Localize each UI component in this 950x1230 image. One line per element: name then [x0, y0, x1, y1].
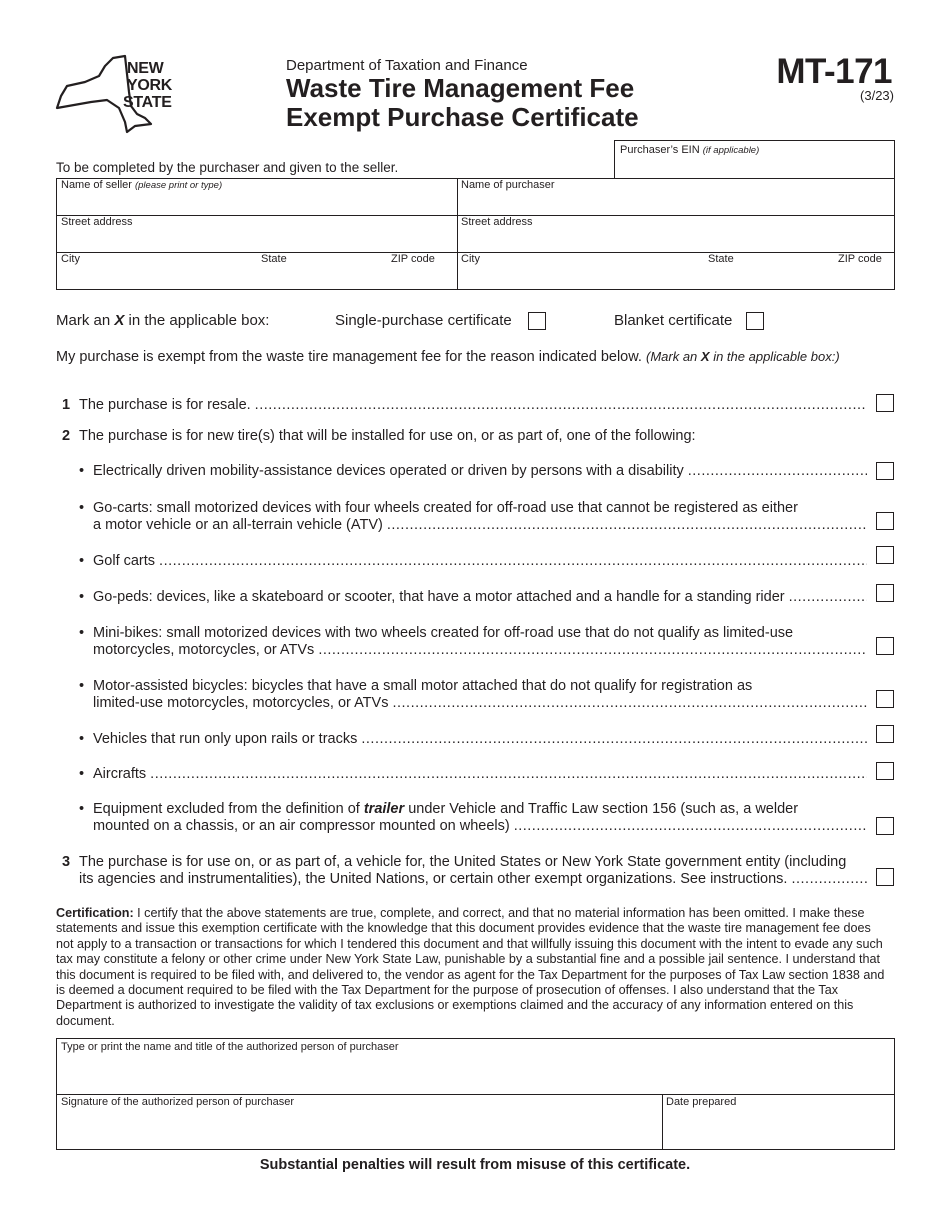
bullet-rail-vehicles-text: Vehicles that run only upon rails or tracks — [93, 731, 358, 747]
nys-logo — [55, 52, 185, 134]
bullet-go-carts: • Go-carts: small motorized devices with four wheels created for off-road use that cannot be registered as either a motor vehicle or an all-terrain vehicle (ATV) ..... — [93, 500, 867, 534]
purchaser-city-state-zip-field[interactable] — [457, 252, 895, 290]
item-2-number: 2 — [62, 428, 71, 444]
form-title-line-1: Waste Tire Management Fee — [286, 73, 635, 103]
bullet-equipment-line-2: mounted on a chassis, or an air compressor mounted on wheels) — [93, 818, 510, 834]
purchaser-zip-label: ZIP code — [838, 253, 882, 265]
authorized-signature-label: Signature of the authorized person of purchaser — [61, 1096, 294, 1108]
motor-assisted-bicycles-checkbox[interactable] — [876, 690, 894, 708]
purchaser-ein-label — [620, 144, 759, 156]
purchaser-state-label: State — [708, 253, 734, 265]
bullet-aircrafts-text: Aircrafts — [93, 766, 147, 782]
penalty-warning: Substantial penalties will result from misuse of this certificate. — [259, 1157, 691, 1173]
cert-type-prompt-x: X — [114, 312, 125, 329]
bullet-golf-carts-text: Golf carts — [93, 553, 156, 569]
item-3-line-1: The purchase is for use on, or as part of, a vehicle for, the United States or New York State government entity (including — [79, 854, 847, 870]
seller-state-label: State — [261, 253, 287, 265]
exempt-intro — [56, 348, 886, 366]
logo-line-2: YORK — [127, 77, 173, 94]
aircrafts-checkbox[interactable] — [876, 762, 894, 780]
exempt-intro-text: My purchase is exempt from the waste tire management fee for the reason indicated below. — [56, 349, 642, 365]
bullet-bicycles-line-2: limited-use motorcycles, motorcycles, or ATVs — [93, 695, 389, 711]
seller-city-state-zip-field[interactable] — [56, 252, 457, 290]
exempt-intro-note — [646, 349, 840, 364]
bullet-mobility-devices: • Electrically driven mobility-assistance devices operated or driven by persons with a disability ..... — [93, 463, 867, 480]
form-title-line-2: Exempt Purchase Certificate — [286, 102, 639, 132]
authorized-name-title-label: Type or print the name and title of the authorized person of purchaser — [61, 1041, 399, 1053]
purchaser-city-label: City — [461, 253, 480, 265]
bullet-rail-vehicles: • Vehicles that run only upon rails or tracks ..... — [93, 731, 867, 748]
purchaser-name-field[interactable] — [457, 178, 895, 215]
bullet-mini-bikes: • Mini-bikes: small motorized devices with two wheels created for off-road use that do not qualify as limited-use motorcycles, motorcycles, or ATVs ..... — [93, 625, 867, 659]
bullet-mobility-text: Electrically driven mobility-assistance devices operated or driven by persons with a disability — [93, 463, 684, 479]
bullet-go-carts-line-2: a motor vehicle or an all-terrain vehicle (ATV) — [93, 517, 383, 533]
intro-text: To be completed by the purchaser and given to the seller. — [56, 160, 399, 175]
mobility-devices-checkbox[interactable] — [876, 462, 894, 480]
purchaser-street-field[interactable] — [457, 215, 895, 252]
bullet-go-carts-line-1: Go-carts: small motorized devices with four wheels created for off-road use that cannot be registered as either — [93, 500, 798, 516]
seller-street-field[interactable] — [56, 215, 457, 252]
seller-street-label: Street address — [61, 216, 133, 228]
ein-label-text: Purchaser’s EIN — [620, 144, 700, 156]
bullet-equipment-line-1 — [93, 801, 867, 818]
go-carts-checkbox[interactable] — [876, 512, 894, 530]
bullet-excluded-equipment: • Equipment excluded from the definition of trailer under Vehicle and Traffic Law section 156 (such as, a welder mounted on a chassis, or an air compressor mounted on wheels) ..... — [93, 801, 867, 835]
item-1-text: The purchase is for resale. — [79, 397, 251, 413]
ein-label-note: (if applicable) — [702, 145, 760, 156]
bullet-bicycles-line-1: Motor-assisted bicycles: bicycles that have a small motor attached that do not qualify for registration as — [93, 678, 753, 694]
department-name: Department of Taxation and Finance — [286, 57, 528, 74]
item-3-number: 3 — [62, 854, 71, 870]
seller-name-label-note: (please print or type) — [134, 180, 223, 191]
bullet-go-peds: • Go-peds: devices, like a skateboard or scooter, that have a motor attached and a handle for a standing rider ..... — [93, 589, 867, 606]
rail-vehicles-checkbox[interactable] — [876, 725, 894, 743]
authorized-name-title-field[interactable] — [56, 1038, 895, 1094]
date-prepared-field[interactable] — [662, 1094, 895, 1150]
single-purchase-label: Single-purchase certificate — [335, 312, 512, 329]
date-prepared-label: Date prepared — [666, 1096, 737, 1108]
bullet-equipment-post: under Vehicle and Traffic Law section 156 (such as, a welder — [408, 801, 799, 817]
bullet-aircrafts: • Aircrafts ..... — [93, 766, 867, 783]
exempt-intro-note-pre: (Mark an — [645, 349, 698, 364]
authorized-signature-field[interactable] — [56, 1094, 662, 1150]
exempt-intro-note-post: in the applicable box:) — [713, 349, 840, 364]
bullet-mini-bikes-line-2: motorcycles, motorcycles, or ATVs — [93, 642, 315, 658]
excluded-equipment-checkbox[interactable] — [876, 817, 894, 835]
purchaser-street-label: Street address — [461, 216, 533, 228]
bullet-equipment-trailer: trailer — [363, 801, 405, 817]
form-number: MT-171 — [776, 52, 892, 91]
cert-type-prompt-post: in the applicable box: — [128, 312, 270, 329]
item-1-checkbox[interactable] — [876, 394, 894, 412]
certification-text: I certify that the above statements are true, complete, and correct, and that no material information has been omitted. I make these statements and issue this exemption certificate with the knowledge that this document provides evidence that the waste tire management fee does not apply to a transaction or transactions for which I tendered this document and that willfully issuing this document with the intent to evade any such tax may constitute a felony or other crime under New York State Law, punishable by a substantial fine and a possible jail sentence. I understand that this document is required to be filed with, and delivered to, the vendor as agent for the Tax Department for the purposes of Tax Law section 1838 and is deemed a document required to be filed with the Tax Department for the purpose of prosecution of offenses. I also understand that the Tax Department is authorized to investigate the validity of tax exclusions or exemptions claimed and the accuracy of any information entered on this document. — [56, 906, 885, 1028]
logo-text — [121, 60, 172, 111]
purchaser-ein-field[interactable] — [614, 140, 895, 178]
item-2: The purchase is for new tire(s) that will be installed for use on, or as part of, one of the following: — [79, 428, 696, 444]
seller-name-label-text: Name of seller — [61, 179, 132, 191]
go-peds-checkbox[interactable] — [876, 584, 894, 602]
cert-type-prompt-pre: Mark an — [56, 312, 111, 329]
logo-line-3: STATE — [123, 94, 172, 111]
logo-line-1: NEW — [127, 60, 164, 77]
item-1 — [79, 397, 867, 414]
bullet-motor-assisted-bicycles: • Motor-assisted bicycles: bicycles that have a small motor attached that do not qualify for registration as limited-use motorcycles, motorcycles, or ATVs ..... — [93, 678, 867, 712]
item-1-number: 1 — [62, 397, 71, 413]
blanket-checkbox[interactable] — [746, 312, 764, 330]
purchaser-name-label: Name of purchaser — [461, 179, 555, 191]
blanket-label: Blanket certificate — [614, 312, 733, 329]
exempt-intro-note-x: X — [700, 349, 710, 364]
bullet-equipment-pre: Equipment excluded from the definition of — [93, 801, 360, 817]
mini-bikes-checkbox[interactable] — [876, 637, 894, 655]
golf-carts-checkbox[interactable] — [876, 546, 894, 564]
seller-city-label: City — [61, 253, 80, 265]
bullet-golf-carts: • Golf carts ..... — [93, 553, 867, 570]
certification-paragraph — [56, 906, 886, 1029]
cert-type-prompt — [56, 312, 269, 329]
form-title — [286, 74, 639, 132]
certification-heading: Certification: — [56, 906, 134, 920]
seller-name-label — [61, 179, 222, 191]
single-purchase-checkbox[interactable] — [528, 312, 546, 330]
bullet-mini-bikes-line-1: Mini-bikes: small motorized devices with two wheels created for off-road use that do not qualify as limited-use — [93, 625, 794, 641]
item-3-line-2: its agencies and instrumentalities), the United Nations, or certain other exempt organizations. See instructions. — [79, 871, 788, 887]
bullet-go-peds-text: Go-peds: devices, like a skateboard or scooter, that have a motor attached and a handle for a standing rider — [93, 589, 785, 605]
form-revision: (3/23) — [860, 88, 894, 103]
item-3 — [79, 854, 867, 888]
seller-zip-label: ZIP code — [391, 253, 435, 265]
seller-name-field[interactable] — [56, 178, 457, 215]
item-3-checkbox[interactable] — [876, 868, 894, 886]
